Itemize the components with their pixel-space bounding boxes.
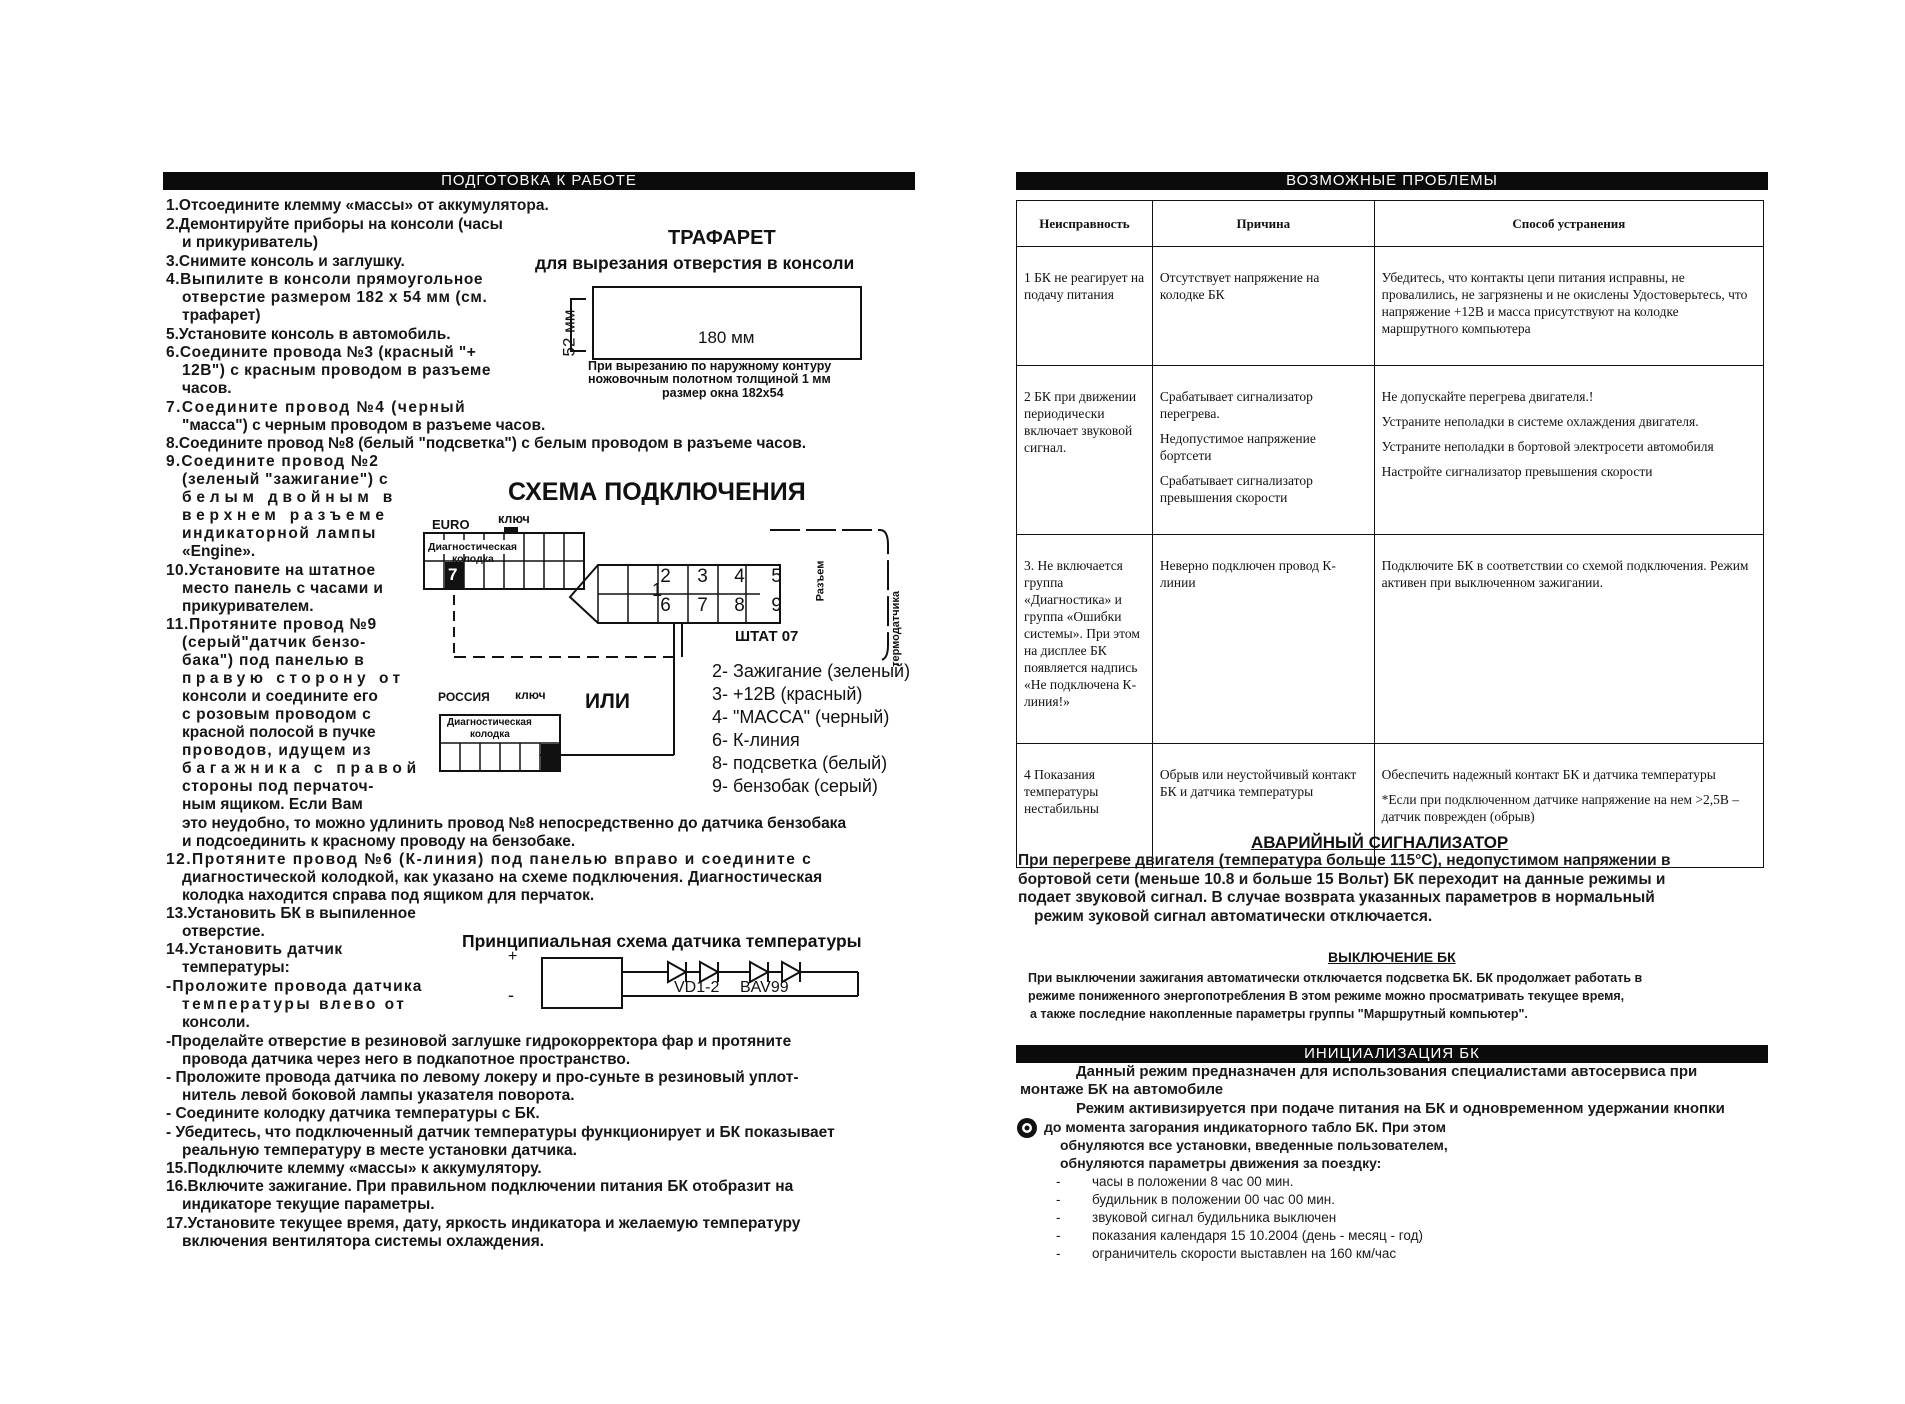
- step-line: (серый"датчик бензо-: [182, 634, 367, 651]
- section-header-preparation: ПОДГОТОВКА К РАБОТЕ: [163, 172, 915, 190]
- fault-cell: [1017, 366, 1153, 535]
- fix-text: Обеспечить надежный контакт БК и датчика температуры: [1381, 767, 1716, 782]
- temp-diodes-label: VD1-2: [674, 979, 720, 996]
- step-line: отверстие размером 182 х 54 мм (см.: [182, 289, 488, 306]
- russia-label: РОССИЯ: [438, 690, 490, 704]
- fix-text: Настройте сигнализатор превышения скорости: [1381, 464, 1653, 479]
- fix-text: Устраните неполадки в бортовой электросети автомобиля: [1381, 439, 1714, 454]
- temp-plus: +: [508, 948, 518, 965]
- fix-text: Устраните неполадки в системе охлаждения двигателя.: [1381, 414, 1699, 429]
- pin-3: 3: [697, 566, 708, 587]
- step-line: верхнем разъеме: [182, 507, 389, 524]
- list-bullet: -: [1056, 1228, 1061, 1243]
- step-line: «Engine».: [182, 543, 256, 560]
- step-line: 5.Установите консоль в автомобиль.: [166, 326, 451, 343]
- cause-text: Отсутствует напряжение на колодке БК: [1159, 270, 1320, 302]
- problems-table: [1016, 200, 1764, 868]
- step-line: 10.Установите на штатное: [166, 562, 376, 579]
- section-header-init: ИНИЦИАЛИЗАЦИЯ БК: [1016, 1045, 1768, 1063]
- legend-item: 4- "МАССА" (черный): [712, 707, 890, 727]
- step-line: реальную температуру в месте установки датчика.: [182, 1142, 577, 1159]
- cause-cell: [1152, 366, 1374, 535]
- step-line: багажника с правой: [182, 760, 421, 777]
- stencil-note-1: При вырезанию по наружному контуру: [588, 359, 832, 373]
- legend-item: 6- К-линия: [712, 730, 800, 750]
- step-line: диагностической колодкой, как указано на схеме подключения. Диагностическая: [182, 869, 823, 886]
- off-line: а также последние накопленные параметры группы "Маршрутный компьютер".: [1030, 1007, 1528, 1021]
- fix-cell: [1374, 535, 1763, 744]
- fix-text: Подключите БК в соответствии со схемой подключения. Режим активен при выключенном зажигании.: [1381, 558, 1749, 590]
- cause-text: Срабатывает сигнализатор превышения скорости: [1159, 473, 1313, 505]
- fault-text: 2 БК при движении периодически включает звуковой сигнал.: [1024, 389, 1137, 455]
- step-line: провода датчика через него в подкапотное пространство.: [182, 1051, 631, 1068]
- step-line: консоли и соедините его: [182, 688, 379, 705]
- stencil-subtitle: для вырезания отверстия в консоли: [535, 253, 855, 273]
- thermo-label-2: термодатчика: [889, 591, 902, 667]
- init-line: Данный режим предназначен для использования специалистами автосервиса при: [1076, 1063, 1698, 1080]
- stencil-height-label: 52 мм: [559, 309, 579, 357]
- pin-4: 4: [734, 566, 745, 587]
- table-row: [1017, 366, 1764, 535]
- list-item: будильник в положении 00 час 00 мин.: [1092, 1192, 1335, 1207]
- stencil-note-3: размер окна 182х54: [662, 386, 784, 400]
- step-line: 9.Соедините провод №2: [166, 453, 380, 470]
- euro-label: EURO: [432, 517, 470, 532]
- step-line: индикаторной лампы: [182, 525, 377, 542]
- step-line: 12.Протяните провод №6 (К-линия) под панелью вправо и соедините с: [166, 851, 813, 868]
- legend-item: 3- +12В (красный): [712, 684, 863, 704]
- init-line: монтаже БК на автомобиле: [1020, 1081, 1224, 1098]
- col-header-cause: Причина: [1152, 201, 1374, 247]
- pin-2: 2: [660, 566, 671, 587]
- step-line: - Проложите провода датчика по левому локеру и про-суньте в резиновый уплот-: [166, 1069, 799, 1086]
- alarm-line: бортовой сети (меньше 10.8 и больше 15 Вольт) БК переходит на данные режимы и: [1018, 870, 1666, 888]
- fault-text: 3. Не включается группа «Диагностика» и группа «Ошибки системы». При этом на дисплее БК появляется надпись «Не подключена К-линия!»: [1024, 558, 1140, 709]
- temp-minus: -: [508, 985, 514, 1005]
- alarm-line: режим зуковой сигнал автоматически отключается.: [1034, 907, 1433, 925]
- euro-diag-label-2: колодка: [452, 553, 494, 565]
- fault-text: 1 БК не реагирует на подачу питания: [1024, 270, 1145, 302]
- temp-diode-type: BAV99: [740, 979, 789, 996]
- list-item: часы в положении 8 час 00 мин.: [1092, 1174, 1294, 1189]
- cause-text: Обрыв или неустойчивый контакт БК и датчика температуры: [1159, 767, 1357, 799]
- stencil-note-2: ножовочным полотном толщиной 1 мм: [588, 372, 831, 386]
- step-line: - Соедините колодку датчика температуры с БК.: [166, 1105, 540, 1122]
- step-line: 2.Демонтируйте приборы на консоли (часы: [166, 216, 503, 233]
- off-title: ВЫКЛЮЧЕНИЕ БК: [1328, 949, 1456, 965]
- off-line: При выключении зажигания автоматически отключается подсветка БК. БК продолжает работать в: [1028, 971, 1643, 985]
- step-line: 6.Соедините провода №3 (красный "+: [166, 344, 477, 361]
- stencil-title: ТРАФАРЕТ: [668, 227, 776, 249]
- init-line: Режим активизируется при подаче питания на БК и одновременном удержании кнопки: [1076, 1100, 1725, 1117]
- legend-item: 8- подсветка (белый): [712, 753, 888, 773]
- table-row: [1017, 247, 1764, 366]
- shtat-pins-top: [647, 566, 795, 588]
- fix-cell: [1374, 247, 1763, 366]
- key-label: ключ: [498, 512, 530, 526]
- pin-9: 9: [771, 595, 782, 616]
- shtat-label: ШТАТ 07: [735, 628, 799, 645]
- step-line: 13.Установить БК в выпиленное: [166, 905, 416, 922]
- pin-8: 8: [734, 595, 745, 616]
- step-line: 12В") с красным проводом в разъеме: [182, 362, 492, 379]
- step-line: 17.Установите текущее время, дату, яркость индикатора и желаемую температуру: [166, 1215, 801, 1232]
- button-press-icon: [1016, 1117, 1040, 1141]
- pin-7: 7: [697, 595, 708, 616]
- alarm-title: АВАРИЙНЫЙ СИГНАЛИЗАТОР: [1251, 833, 1509, 852]
- off-line: режиме пониженного энергопотребления В этом режиме можно просматривать текущее время,: [1028, 989, 1625, 1003]
- fix-cell: [1374, 366, 1763, 535]
- step-line: (зеленый "зажигание") с: [182, 471, 389, 488]
- alarm-line: подает звуковой сигнал. В случае возврата указанных параметров в нормальный: [1018, 889, 1655, 906]
- step-line: 8.Соедините провод №8 (белый "подсветка") с белым проводом в разъеме часов.: [166, 435, 807, 452]
- euro-pin7: 7: [448, 565, 458, 584]
- step-line: 7.Соедините провод №4 (черный: [166, 399, 467, 416]
- cause-text: Неверно подключен провод К-линии: [1159, 558, 1336, 590]
- step-line: белым двойным в: [182, 489, 398, 506]
- step-line: 16.Включите зажигание. При правильном подключении питания БК отобразит на: [166, 1178, 794, 1195]
- table-header-row: [1017, 201, 1764, 247]
- legend-item: 2- Зажигание (зеленый): [712, 661, 911, 681]
- step-line: колодка находится справа под ящиком для перчаток.: [182, 887, 595, 904]
- step-line: - Убедитесь, что подключенный датчик температуры функционирует и БК показывает: [166, 1124, 835, 1141]
- pin-1: 1: [652, 580, 663, 600]
- fix-text: Убедитесь, что контакты цепи питания исправны, не провалились, не загрязнены и не окислены Удостоверьтесь, что напряжение +12В и масса присутствуют на колодке маршрутного компьютера: [1381, 270, 1748, 336]
- step-line: с розовым проводом с: [182, 706, 372, 723]
- step-line: 1.Отсоедините клемму «массы» от аккумулятора.: [166, 197, 549, 214]
- cause-cell: [1152, 535, 1374, 744]
- step-line: индикаторе текущие параметры.: [182, 1196, 435, 1213]
- list-item: ограничитель скорости выставлен на 160 км/час: [1092, 1246, 1397, 1261]
- step-line: стороны под перчаточ-: [182, 778, 375, 795]
- step-line: температуры влево от: [182, 996, 407, 1013]
- list-bullet: -: [1056, 1192, 1061, 1207]
- euro-diag-label-1: Диагностическая: [428, 541, 518, 553]
- thermo-label-1: Разъем: [814, 560, 827, 602]
- step-line: прикуривателем.: [182, 598, 314, 615]
- list-bullet: -: [1056, 1174, 1061, 1189]
- step-line: нитель левой боковой лампы указателя поворота.: [182, 1087, 575, 1104]
- step-line: трафарет): [182, 307, 261, 324]
- russia-diag-label-2: колодка: [470, 729, 510, 740]
- section-header-problems: ВОЗМОЖНЫЕ ПРОБЛЕМЫ: [1016, 172, 1768, 190]
- legend-item: 9- бензобак (серый): [712, 776, 878, 796]
- step-line: и прикуриватель): [182, 234, 319, 251]
- fault-text: 4 Показания температуры нестабильны: [1024, 767, 1099, 816]
- col-header-fix: Способ устранения: [1374, 201, 1763, 247]
- step-line: включения вентилятора системы охлаждения.: [182, 1233, 545, 1250]
- stencil-rectangle: [592, 286, 862, 360]
- step-line: красной полосой в пучке: [182, 724, 376, 741]
- col-header-fault: Неисправность: [1017, 201, 1153, 247]
- cause-cell: [1152, 247, 1374, 366]
- temp-scheme-title: Принципиальная схема датчика температуры: [462, 931, 862, 951]
- russia-diag-label-1: Диагностическая: [447, 717, 532, 728]
- fix-text: Не допускайте перегрева двигателя.!: [1381, 389, 1594, 404]
- step-line: "масса") с черным проводом в разъеме часов.: [182, 417, 546, 434]
- init-line: обнуляются все установки, введенные пользователем,: [1060, 1137, 1448, 1153]
- fault-cell: [1017, 535, 1153, 744]
- key2-label: ключ: [515, 688, 546, 702]
- step-line: место панель с часами и: [182, 580, 384, 597]
- step-line: 3.Снимите консоль и заглушку.: [166, 253, 405, 270]
- step-line: консоли.: [182, 1014, 250, 1031]
- step-line: 14.Установить датчик: [166, 941, 343, 958]
- cause-text: Срабатывает сигнализатор перегрева.: [1159, 389, 1313, 421]
- list-item: показания календаря 15 10.2004 (день - месяц - год): [1092, 1228, 1423, 1243]
- step-line: ным ящиком. Если Вам: [182, 796, 363, 813]
- alarm-line: При перегреве двигателя (температура больше 115°С), недопустимом напряжении в: [1018, 852, 1671, 869]
- step-line: часов.: [182, 380, 232, 397]
- step-line: отверстие.: [182, 923, 265, 940]
- step-line: 11.Протяните провод №9: [166, 616, 377, 633]
- table-row: [1017, 535, 1764, 744]
- shtat-pins-bottom: [647, 595, 795, 617]
- step-line: проводов, идущем из: [182, 742, 372, 759]
- cause-text: Недопустимое напряжение бортсети: [1159, 431, 1316, 463]
- step-line: бака") под панелью в: [182, 652, 365, 669]
- fix-text: *Если при подключенном датчике напряжение на нем >2,5В – датчик поврежден (обрыв): [1381, 792, 1740, 824]
- init-line: обнуляются параметры движения за поездку:: [1060, 1155, 1382, 1171]
- fault-cell: [1017, 247, 1153, 366]
- fault-cell: [1017, 744, 1153, 868]
- list-item: звуковой сигнал будильника выключен: [1092, 1210, 1337, 1225]
- scheme-title: СХЕМА ПОДКЛЮЧЕНИЯ: [508, 478, 806, 506]
- pin-6: 6: [660, 595, 671, 616]
- or-label: ИЛИ: [585, 690, 630, 713]
- step-line: 4.Выпилите в консоли прямоугольное: [166, 271, 484, 288]
- step-line: это неудобно, то можно удлинить провод №8 непосредственно до датчика бензобака: [182, 815, 847, 832]
- step-line: -Проложите провода датчика: [166, 978, 423, 995]
- pin-5: 5: [771, 566, 782, 587]
- step-line: и подсоединить к красному проводу на бензобаке.: [182, 833, 576, 850]
- stencil-width-label: 180 мм: [698, 328, 755, 347]
- step-line: 15.Подключите клемму «массы» к аккумулятору.: [166, 1160, 542, 1177]
- step-line: -Проделайте отверстие в резиновой заглушке гидрокорректора фар и протяните: [166, 1033, 792, 1050]
- list-bullet: -: [1056, 1210, 1061, 1225]
- init-line: до момента загорания индикаторного табло БК. При этом: [1044, 1119, 1446, 1135]
- step-line: температуры:: [182, 959, 290, 976]
- step-line: правую сторону от: [182, 670, 405, 687]
- list-bullet: -: [1056, 1246, 1061, 1261]
